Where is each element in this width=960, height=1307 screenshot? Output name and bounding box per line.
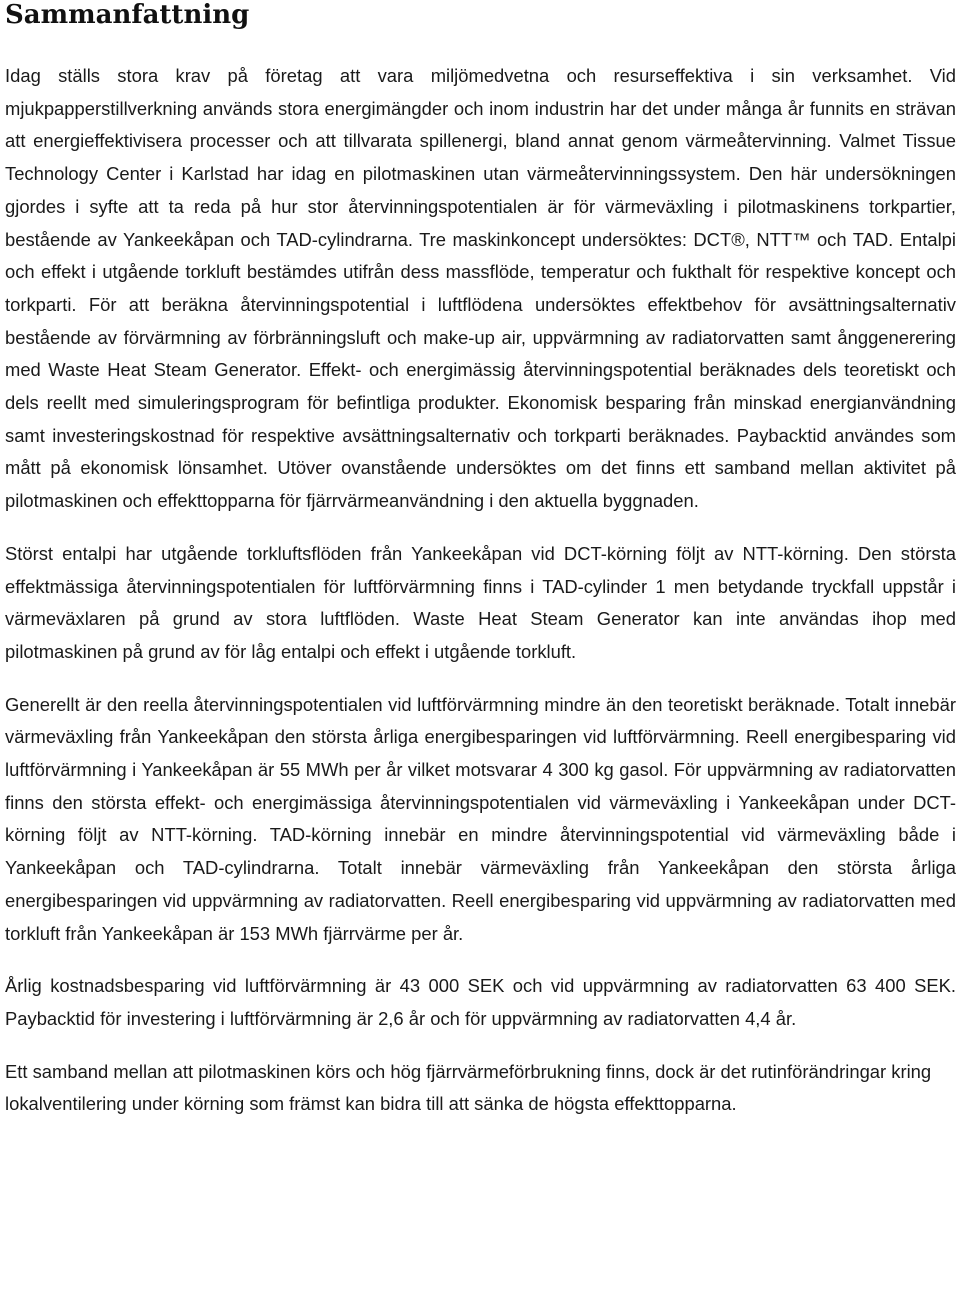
section-heading: Sammanfattning: [5, 0, 250, 30]
paragraph-cost-savings: Årlig kostnadsbesparing vid luftförvärmning är 43 000 SEK och vid uppvärmning av radiatorvatten 63 400 SEK. Paybacktid för investering i luftförvärmning är 2,6 år och för uppvärmning av radiatorvatten 4,4 år.: [5, 975, 956, 1029]
paragraph-enthalpy-results: Störst entalpi har utgående torkluftsflöden från Yankeekåpan vid DCT-körning följt av NTT-körning. Den största effektmässiga återvinningspotentialen för luftförvärmning finns i TAD-cylinder 1 men betydande tryckfall uppstår i värmeväxlaren på grund av stora luftflöden. Waste Heat Steam Generator kan inte användas ihop med pilotmaskinen på grund av för låg entalpi och effekt i utgående torkluft.: [5, 542, 956, 662]
paragraph-district-heating: Ett samband mellan att pilotmaskinen körs och hög fjärrvärmeförbrukning finns, dock är det rutinförändringar kring lokalventilering under körning som främst kan bidra till att sänka de högsta effekttopparna.: [5, 1060, 932, 1115]
paragraph-intro: Idag ställs stora krav på företag att vara miljömedvetna och resurseffektiva i sin verksamhet. Vid mjukpapperstillverkning används stora energimängder och inom industrin har det under många år funnits en strävan att energieffektivisera processer och att tillvarata spillenergi, bland annat genom värmeåtervinning. Valmet Tissue Technology Center i Karlstad har idag en pilotmaskinen utan värmeåtervinningssystem. Den här undersökningen gjordes i syfte att ta reda på hur stor återvinningspotentialen är för värmeväxling i pilotmaskinens torkpartier, bestående av Yankeekåpan och TAD-cylindrarna. Tre maskinkoncept undersöktes: DCT®, NTT™ och TAD. Entalpi och effekt i utgående torkluft bestämdes utifrån dess massflöde, temperatur och fukthalt för respektive koncept och torkparti. För att beräkna återvinningspotential i luftflödena undersöktes effektbehov för avsättningsalternativ bestående av förvärmning av förbränningsluft och make-up air, uppvärmning av radiatorvatten samt ånggenerering med Waste Heat Steam Generator. Effekt- och energimässig återvinningspotential beräknades dels teoretiskt och dels reellt med simuleringsprogram för befintliga produkter. Ekonomisk besparing från minskad energianvändning samt investeringskostnad för respektive avsättningsalternativ och torkparti beräknades. Paybacktid användes som mått på ekonomisk lönsamhet. Utöver ovanstående undersöktes om det finns ett samband mellan aktivitet på pilotmaskinen och effekttopparna för fjärrvärmeanvändning i den aktuella byggnaden.: [5, 65, 956, 512]
paragraph-recovery-potential: Generellt är den reella återvinningspotentialen vid luftförvärmning mindre än den teoretiskt beräknade. Totalt innebär värmeväxling från Yankeekåpan den största årliga energibesparingen vid luftförvärmning. Reell energibesparing vid luftförvärmning i Yankeekåpan är 55 MWh per år vilket motsvarar 4 300 kg gasol. För uppvärmning av radiatorvatten finns den största effekt- och energimässiga återvinningspotentialen vid värmeväxling i Yankeekåpan under DCT-körning följt av NTT-körning. TAD-körning innebär en mindre återvinningspotential vid värmeväxling både i Yankeekåpan och TAD-cylindrarna. Totalt innebär värmeväxling från Yankeekåpan den största årliga energibesparingen vid uppvärmning av radiatorvatten. Reell energibesparing vid uppvärmning av radiatorvatten med torkluft från Yankeekåpan är 153 MWh fjärrvärme per år.: [5, 693, 956, 944]
document-page: [5, 0, 956, 1121]
